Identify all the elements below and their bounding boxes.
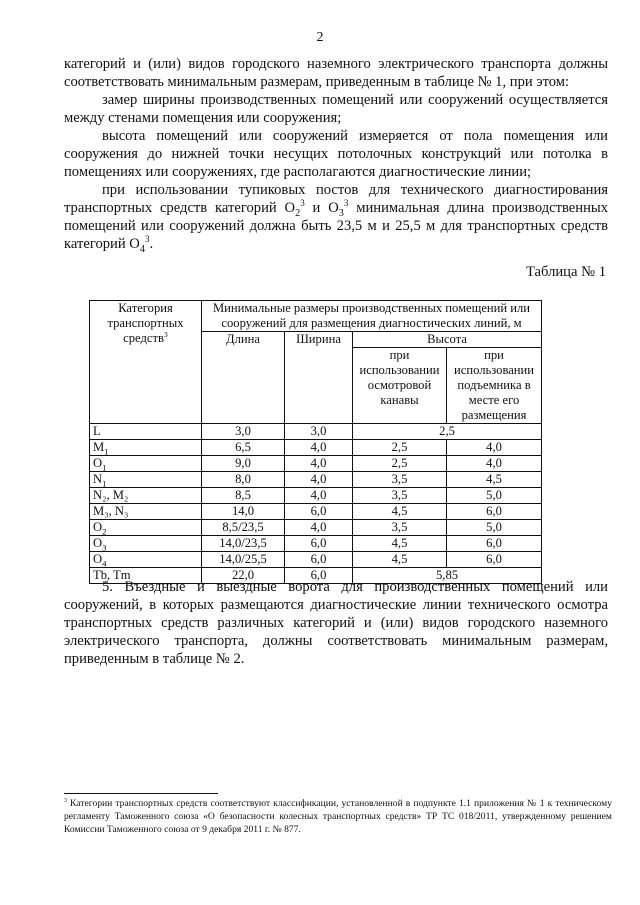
row-height-pit: 3,5 — [353, 472, 447, 488]
row-length: 14,0/23,5 — [202, 536, 285, 552]
table-row — [90, 520, 542, 536]
footnote-text: Категории транспортных средств соответствуют классификации, установленной в подпункте 1.1 приложения № 1 к техническому регламенту Таможенного союза «О безопасности колесных транспортных средств» ТР ТС 018/2011, утвержденному решением Комиссии Таможенного союза от 9 декабря 2011 г. № 877. — [64, 798, 612, 835]
header-height-pit: при использовании осмотровой канавы — [353, 348, 447, 424]
row-length: 8,0 — [202, 472, 285, 488]
header-height-lift: при использовании подъемника в месте его размещения — [447, 348, 542, 424]
body-text-top — [64, 55, 608, 253]
p4-footnote-ref-2: 3 — [343, 198, 349, 209]
table-row — [90, 440, 542, 456]
row-length: 14,0 — [202, 504, 285, 520]
row-width: 4,0 — [285, 520, 353, 536]
row-length: 9,0 — [202, 456, 285, 472]
p4-sub-2: 3 — [338, 207, 344, 219]
row-height-lift: 4,5 — [447, 472, 542, 488]
p4-sub-1: 2 — [295, 207, 301, 219]
p4-sub-3: 4 — [139, 243, 145, 255]
p4-text-d: . — [149, 236, 154, 252]
body-text-bottom — [64, 578, 608, 668]
row-length: 8,5 — [202, 488, 285, 504]
row-height-lift: 4,0 — [447, 456, 542, 472]
paragraph-2: замер ширины производственных помещений или сооружений осуществляется между стенами помещения или сооружения; — [64, 92, 608, 126]
row-category: $O_1$ — [90, 456, 202, 472]
p4-text-a: при использовании тупиковых постов для технического диагностирования транспортных средств категорий O — [64, 182, 608, 216]
row-width: 6,0 — [285, 552, 353, 568]
row-height-lift: 5,0 — [447, 488, 542, 504]
row-height-lift: 6,0 — [447, 552, 542, 568]
table-title: Таблица № 1 — [526, 264, 606, 280]
row-height-pit: 4,5 — [353, 552, 447, 568]
p4-footnote-ref-1: 3 — [300, 198, 305, 209]
row-height-pit: 3,5 — [353, 520, 447, 536]
footnote-mark: 3 — [64, 797, 67, 804]
paragraph-1: категорий и (или) видов городского наземного электрического транспорта должны соответствовать минимальным размерам, приведенным в таблице № 1, при этом: — [64, 56, 608, 90]
row-length: 3,0 — [202, 424, 285, 440]
row-length: 22,0 — [202, 568, 285, 584]
table-row — [90, 552, 542, 568]
row-category: $O_2$ — [90, 520, 202, 536]
paragraph-5: 5. Въездные и выездные ворота для производственных помещений или сооружений, в которых размещаются диагностические линии технического осмотра транспортных средств различных категорий и (или) видов городского наземного электрического транспорта, должны соответствовать минимальным размерам, приведенным в таблице № 2. — [64, 579, 608, 667]
row-height-lift: 5,0 — [447, 520, 542, 536]
row-height-pit: 4,5 — [353, 504, 447, 520]
dimensions-table — [89, 300, 542, 584]
table-row — [90, 424, 542, 440]
row-category: N₂, M₂ — [90, 488, 202, 504]
row-width: 3,0 — [285, 424, 353, 440]
header-length: Длина — [202, 332, 285, 424]
table-row — [90, 472, 542, 488]
table-row — [90, 536, 542, 552]
page-number: 2 — [316, 30, 324, 45]
paragraph-4 — [64, 181, 608, 253]
row-height-pit: 2,5 — [353, 456, 447, 472]
row-width: 6,0 — [285, 504, 353, 520]
row-height-merged: 5,85 — [353, 568, 542, 584]
p4-text-b: и O — [304, 200, 339, 216]
row-width: 6,0 — [285, 536, 353, 552]
row-height-lift: 6,0 — [447, 504, 542, 520]
row-height-merged: 2,5 — [353, 424, 542, 440]
header-height: Высота — [353, 332, 542, 348]
row-height-lift: 4,0 — [447, 440, 542, 456]
footnote — [64, 797, 612, 836]
row-category: Tb, Tm — [90, 568, 202, 584]
row-category: L — [90, 424, 202, 440]
header-group: Минимальные размеры производственных помещений или сооружений для размещения диагностических линий, м — [202, 301, 542, 332]
row-length: 14,0/25,5 — [202, 552, 285, 568]
row-category: $O_3$ — [90, 536, 202, 552]
row-width: 4,0 — [285, 488, 353, 504]
row-width: 6,0 — [285, 568, 353, 584]
row-category: M₃, N₃ — [90, 504, 202, 520]
row-length: 6,5 — [202, 440, 285, 456]
row-height-pit: 2,5 — [353, 440, 447, 456]
header-category-footnote-ref: 3 — [163, 329, 168, 339]
row-width: 4,0 — [285, 472, 353, 488]
header-width: Ширина — [285, 332, 353, 424]
footnote-separator — [64, 793, 218, 794]
header-category — [90, 301, 202, 424]
row-height-pit: 3,5 — [353, 488, 447, 504]
p4-footnote-ref-3: 3 — [144, 234, 150, 245]
row-height-pit: 4,5 — [353, 536, 447, 552]
row-width: 4,0 — [285, 456, 353, 472]
header-category-label: Категория транспортных средств — [107, 301, 184, 345]
row-length: 8,5/23,5 — [202, 520, 285, 536]
row-width: 4,0 — [285, 440, 353, 456]
p4-text-c: минимальная длина производственных помещений или сооружений должна быть 23,5 м и 25,5 м для транспортных средств категорий O — [64, 200, 608, 252]
row-category: $N_1$ — [90, 472, 202, 488]
table-header-row-1 — [90, 301, 542, 332]
table-row — [90, 488, 542, 504]
row-category: $M_1$ — [90, 440, 202, 456]
table-row — [90, 504, 542, 520]
row-category: $O_4$ — [90, 552, 202, 568]
row-height-lift: 6,0 — [447, 536, 542, 552]
table-row — [90, 456, 542, 472]
paragraph-3: высота помещений или сооружений измеряется от пола помещения или сооружения до нижней точки несущих потолочных конструкций или потолка в помещениях или сооружениях, где располагаются диагностические линии; — [64, 128, 608, 180]
